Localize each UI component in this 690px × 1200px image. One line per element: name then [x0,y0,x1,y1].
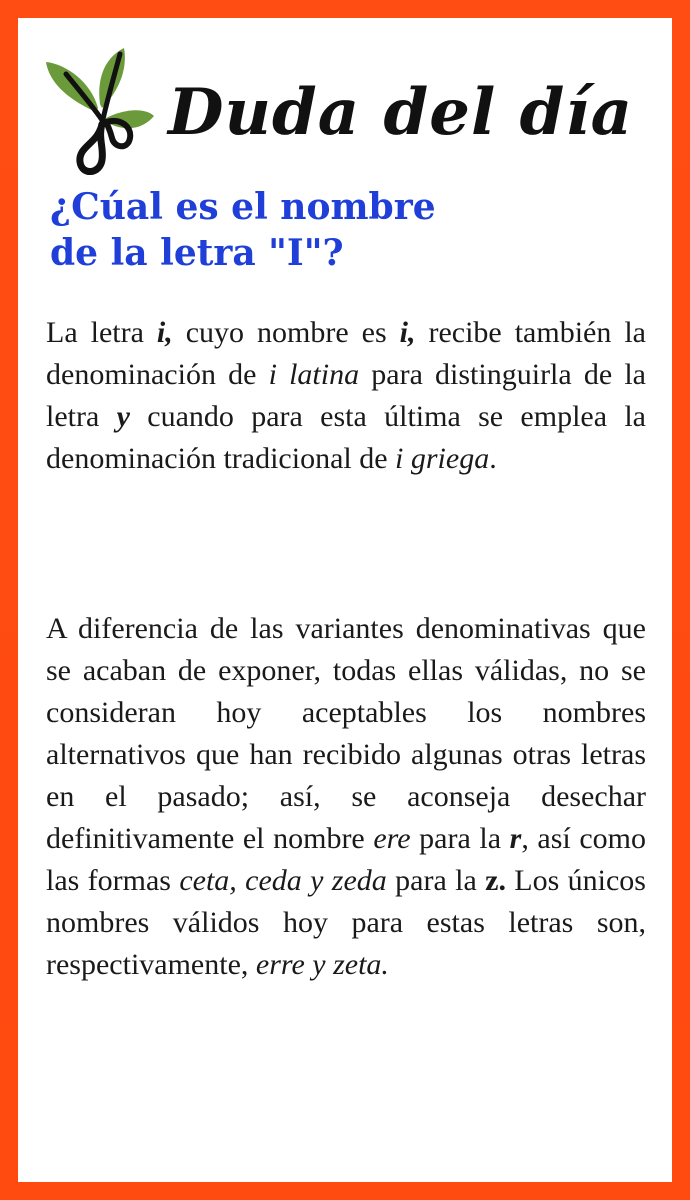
page-title: Duda del día [168,75,634,150]
question-line-1: ¿Cúal es el nombre [50,186,436,228]
question-line-2: de la letra "I"? [50,232,344,274]
text-run-italic: i latina [268,358,360,391]
text-run-italic: zeda [331,864,387,897]
text-run-italic: zeta. [333,948,389,981]
text-run: cuando para esta última se emplea la denominación tradicional de [46,400,646,475]
text-run: , así como las formas [46,822,646,897]
text-run-bold-italic: i, [156,316,173,349]
scissors-olive-branch-icon [36,34,156,184]
content-card [18,18,672,1182]
text-run: cuyo nombre es [172,316,400,349]
text-run: para distinguirla de la letra [46,358,646,433]
text-run-italic: ere [373,822,411,855]
text-run: recibe también la denominación de [46,316,646,391]
text-run-bold-italic: r [509,822,522,855]
text-run-bold-italic: i, [399,316,416,349]
text-run: Los únicos nombres válidos hoy para estas letras son, respectivamente, [46,864,646,981]
text-run-bold: z. [485,864,506,897]
text-run: . [489,442,497,475]
text-run: para la [410,822,510,855]
text-run-italic: y [304,948,334,981]
text-run-bold-italic: y [116,400,130,433]
text-run-italic: erre [255,948,305,981]
question-heading [50,184,650,276]
text-run: La letra [46,316,157,349]
paragraph-2 [46,608,646,986]
text-run-italic: i griega [395,442,490,475]
text-run: para la [386,864,486,897]
paragraph-1 [46,312,646,480]
text-run-italic: ceta, ceda [179,864,302,897]
text-run: A diferencia de las variantes denominativas que se acaban de exponer, todas ellas válidas, no se consideran hoy aceptables los nombres alternativos que han recibido algunas otras letras en el pasado; así, se aconseja desechar definitivamente el nombre [46,612,646,855]
text-run-italic: y [301,864,332,897]
